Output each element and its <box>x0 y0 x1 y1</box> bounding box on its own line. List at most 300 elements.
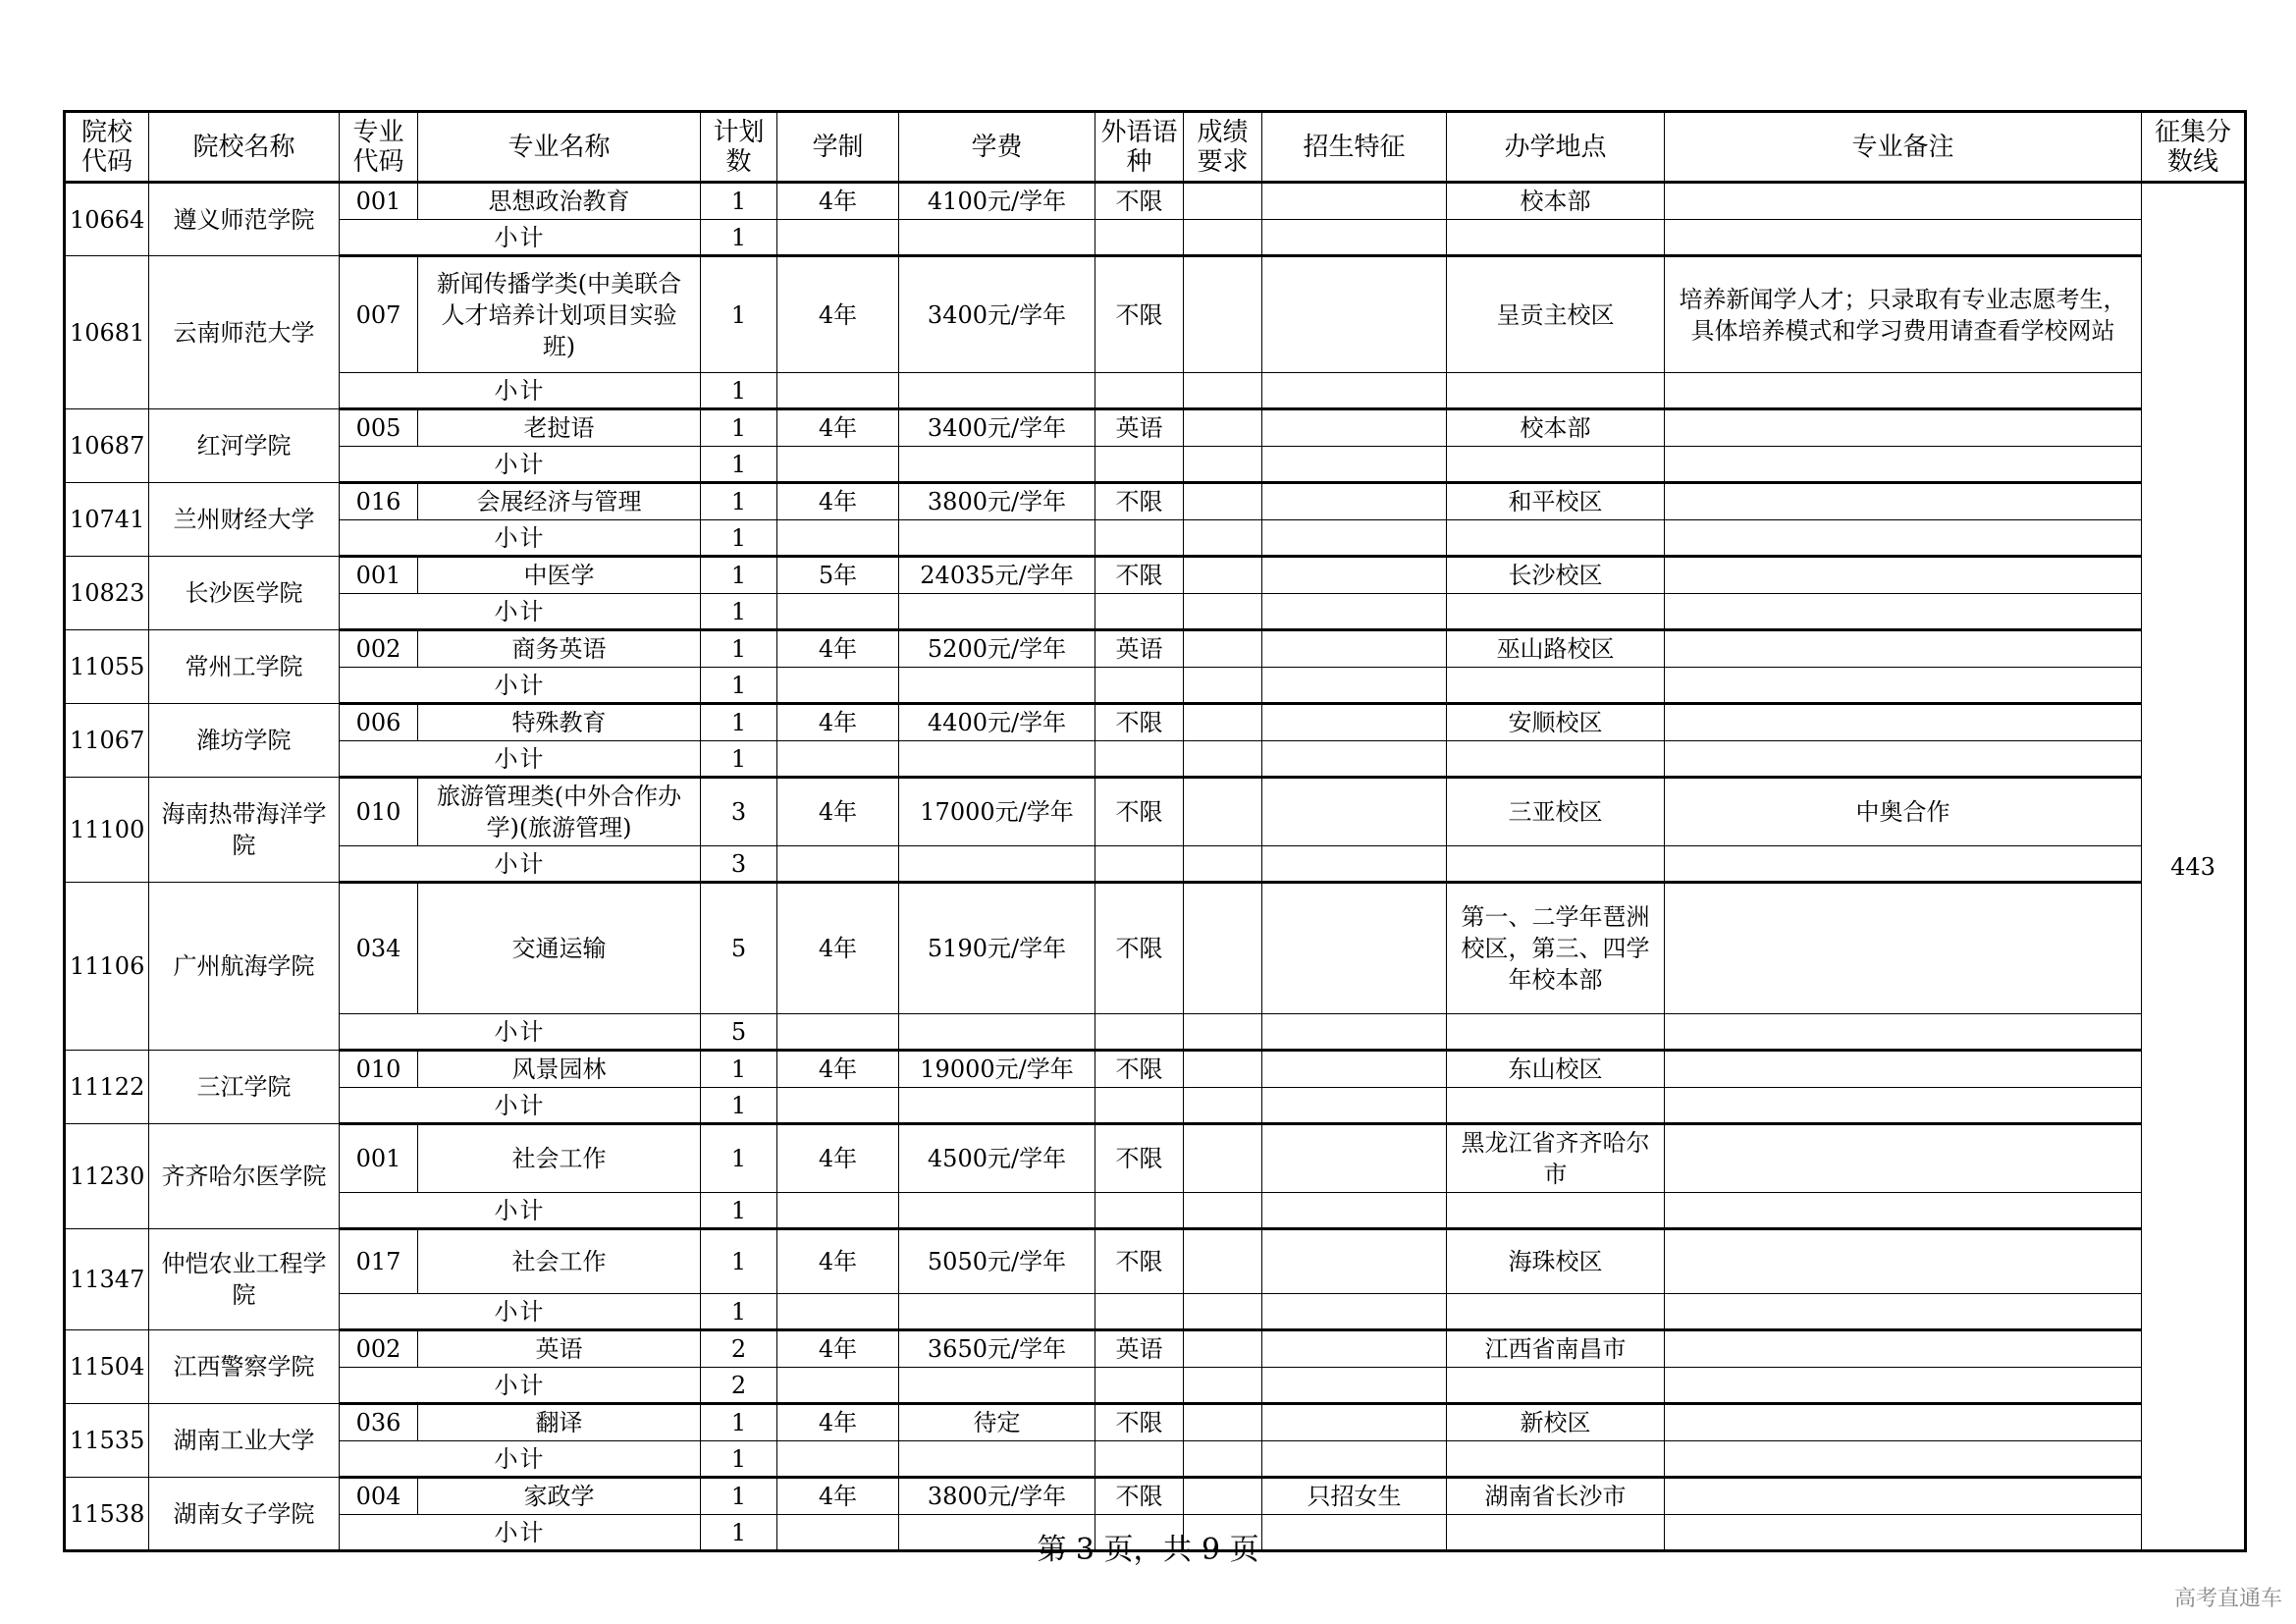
empty-cell <box>1447 447 1665 483</box>
major-name-cell: 新闻传播学类(中美联合人才培养计划项目实验班) <box>418 256 701 373</box>
years-cell: 4年 <box>777 883 899 1014</box>
score-req-cell <box>1184 1478 1262 1515</box>
score-req-cell <box>1184 704 1262 741</box>
empty-cell <box>777 520 899 557</box>
empty-cell <box>1262 846 1447 883</box>
note-cell <box>1665 704 2142 741</box>
empty-cell <box>1184 1294 1262 1330</box>
subtotal-count-cell: 1 <box>701 594 777 630</box>
subtotal-row <box>65 594 2246 630</box>
school-code-cell: 10823 <box>65 557 149 630</box>
table-row <box>65 1478 2246 1515</box>
fee-cell: 3400元/学年 <box>899 256 1095 373</box>
score-req-cell <box>1184 1051 1262 1088</box>
empty-cell <box>1095 220 1184 256</box>
years-cell: 4年 <box>777 256 899 373</box>
empty-cell <box>899 1368 1095 1404</box>
table-row <box>65 256 2246 373</box>
school-code-cell: 10687 <box>65 409 149 483</box>
empty-cell <box>777 594 899 630</box>
table-row <box>65 778 2246 846</box>
header-row <box>65 112 2246 183</box>
subtotal-count-cell: 5 <box>701 1014 777 1051</box>
school-name-cell: 潍坊学院 <box>149 704 340 778</box>
empty-cell <box>1184 846 1262 883</box>
table-row <box>65 183 2246 220</box>
location-cell: 安顺校区 <box>1447 704 1665 741</box>
empty-cell <box>1184 373 1262 409</box>
empty-cell <box>1447 1193 1665 1229</box>
major-code-cell: 002 <box>340 1330 418 1368</box>
school-code-cell: 11122 <box>65 1051 149 1124</box>
school-name-cell: 齐齐哈尔医学院 <box>149 1124 340 1229</box>
empty-cell <box>1665 373 2142 409</box>
plan-count-cell: 3 <box>701 778 777 846</box>
empty-cell <box>777 373 899 409</box>
fee-cell: 4400元/学年 <box>899 704 1095 741</box>
header-plan: 计划数 <box>701 112 777 183</box>
feature-cell <box>1262 256 1447 373</box>
major-name-cell: 老挝语 <box>418 409 701 447</box>
empty-cell <box>1184 520 1262 557</box>
language-cell: 不限 <box>1095 704 1184 741</box>
feature-cell <box>1262 1051 1447 1088</box>
empty-cell <box>1447 373 1665 409</box>
empty-cell <box>1262 373 1447 409</box>
plan-count-cell: 1 <box>701 1404 777 1441</box>
location-cell: 第一、二学年琶洲校区，第三、四学年校本部 <box>1447 883 1665 1014</box>
language-cell: 英语 <box>1095 1330 1184 1368</box>
empty-cell <box>1447 1014 1665 1051</box>
major-name-cell: 英语 <box>418 1330 701 1368</box>
score-req-cell <box>1184 778 1262 846</box>
header-school-code: 院校代码 <box>65 112 149 183</box>
subtotal-row <box>65 1088 2246 1124</box>
school-code-cell: 11055 <box>65 630 149 704</box>
school-name-cell: 湖南女子学院 <box>149 1478 340 1551</box>
subtotal-label: 小计 <box>340 1014 701 1051</box>
school-name-cell: 红河学院 <box>149 409 340 483</box>
note-cell <box>1665 409 2142 447</box>
subtotal-label: 小计 <box>340 846 701 883</box>
score-req-cell <box>1184 409 1262 447</box>
admission-table <box>63 110 2247 1552</box>
note-cell: 中奥合作 <box>1665 778 2142 846</box>
table-row <box>65 1330 2246 1368</box>
table-row <box>65 704 2246 741</box>
empty-cell <box>1262 1294 1447 1330</box>
years-cell: 4年 <box>777 704 899 741</box>
major-code-cell: 002 <box>340 630 418 668</box>
plan-count-cell: 1 <box>701 630 777 668</box>
empty-cell <box>1665 846 2142 883</box>
empty-cell <box>777 1088 899 1124</box>
empty-cell <box>1665 668 2142 704</box>
watermark: 高考直通车 <box>2173 1587 2282 1611</box>
subtotal-row <box>65 668 2246 704</box>
location-cell: 新校区 <box>1447 1404 1665 1441</box>
empty-cell <box>899 1014 1095 1051</box>
header-school-name: 院校名称 <box>149 112 340 183</box>
plan-count-cell: 1 <box>701 409 777 447</box>
major-name-cell: 家政学 <box>418 1478 701 1515</box>
empty-cell <box>777 447 899 483</box>
location-cell: 东山校区 <box>1447 1051 1665 1088</box>
subtotal-label: 小计 <box>340 741 701 778</box>
fee-cell: 17000元/学年 <box>899 778 1095 846</box>
table-row <box>65 483 2246 520</box>
school-code-cell: 11106 <box>65 883 149 1051</box>
location-cell: 海珠校区 <box>1447 1229 1665 1294</box>
subtotal-count-cell: 1 <box>701 1515 777 1551</box>
empty-cell <box>1665 1014 2142 1051</box>
fee-cell: 3800元/学年 <box>899 1478 1095 1515</box>
empty-cell <box>1184 447 1262 483</box>
empty-cell <box>1262 1441 1447 1478</box>
empty-cell <box>1095 668 1184 704</box>
plan-count-cell: 1 <box>701 704 777 741</box>
fee-cell: 5200元/学年 <box>899 630 1095 668</box>
major-name-cell: 会展经济与管理 <box>418 483 701 520</box>
feature-cell <box>1262 630 1447 668</box>
subtotal-count-cell: 1 <box>701 220 777 256</box>
empty-cell <box>899 1441 1095 1478</box>
header-fee: 学费 <box>899 112 1095 183</box>
fee-cell: 待定 <box>899 1404 1095 1441</box>
location-cell: 巫山路校区 <box>1447 630 1665 668</box>
table-row <box>65 1229 2246 1294</box>
plan-count-cell: 1 <box>701 1051 777 1088</box>
language-cell: 不限 <box>1095 1124 1184 1193</box>
major-name-cell: 风景园林 <box>418 1051 701 1088</box>
page-footer: 第 3 页，共 9 页 <box>1037 1533 1259 1567</box>
school-code-cell: 11538 <box>65 1478 149 1551</box>
note-cell <box>1665 1229 2142 1294</box>
score-req-cell <box>1184 1330 1262 1368</box>
language-cell: 不限 <box>1095 483 1184 520</box>
subtotal-label: 小计 <box>340 1515 701 1551</box>
empty-cell <box>1095 1014 1184 1051</box>
note-cell <box>1665 183 2142 220</box>
school-name-cell: 常州工学院 <box>149 630 340 704</box>
empty-cell <box>1665 520 2142 557</box>
score-req-cell <box>1184 183 1262 220</box>
empty-cell <box>1262 520 1447 557</box>
major-name-cell: 中医学 <box>418 557 701 594</box>
feature-cell <box>1262 1124 1447 1193</box>
score-req-cell <box>1184 1124 1262 1193</box>
empty-cell <box>1447 1368 1665 1404</box>
subtotal-row <box>65 520 2246 557</box>
subtotal-count-cell: 1 <box>701 668 777 704</box>
table-row <box>65 630 2246 668</box>
subtotal-label: 小计 <box>340 1294 701 1330</box>
plan-count-cell: 1 <box>701 483 777 520</box>
major-code-cell: 005 <box>340 409 418 447</box>
score-req-cell <box>1184 1229 1262 1294</box>
empty-cell <box>1095 520 1184 557</box>
subtotal-label: 小计 <box>340 668 701 704</box>
major-code-cell: 001 <box>340 183 418 220</box>
feature-cell: 只招女生 <box>1262 1478 1447 1515</box>
subtotal-row <box>65 1441 2246 1478</box>
note-cell <box>1665 483 2142 520</box>
empty-cell <box>1262 1014 1447 1051</box>
feature-cell <box>1262 1229 1447 1294</box>
empty-cell <box>1262 668 1447 704</box>
fee-cell: 3650元/学年 <box>899 1330 1095 1368</box>
language-cell: 不限 <box>1095 256 1184 373</box>
plan-count-cell: 2 <box>701 1330 777 1368</box>
empty-cell <box>1184 1368 1262 1404</box>
fee-cell: 4100元/学年 <box>899 183 1095 220</box>
empty-cell <box>1447 594 1665 630</box>
empty-cell <box>1665 1294 2142 1330</box>
table-row <box>65 557 2246 594</box>
note-cell <box>1665 883 2142 1014</box>
years-cell: 4年 <box>777 1404 899 1441</box>
school-name-cell: 仲恺农业工程学院 <box>149 1229 340 1330</box>
subtotal-label: 小计 <box>340 594 701 630</box>
subtotal-label: 小计 <box>340 1088 701 1124</box>
note-cell <box>1665 1404 2142 1441</box>
empty-cell <box>777 1014 899 1051</box>
empty-cell <box>1447 741 1665 778</box>
major-code-cell: 007 <box>340 256 418 373</box>
empty-cell <box>1095 447 1184 483</box>
language-cell: 不限 <box>1095 183 1184 220</box>
language-cell: 不限 <box>1095 1478 1184 1515</box>
table-body <box>65 183 2246 1551</box>
years-cell: 4年 <box>777 483 899 520</box>
empty-cell <box>777 668 899 704</box>
years-cell: 4年 <box>777 778 899 846</box>
empty-cell <box>1665 220 2142 256</box>
table-row <box>65 1124 2246 1193</box>
major-code-cell: 004 <box>340 1478 418 1515</box>
feature-cell <box>1262 778 1447 846</box>
subtotal-row <box>65 1193 2246 1229</box>
empty-cell <box>777 846 899 883</box>
subtotal-count-cell: 1 <box>701 373 777 409</box>
empty-cell <box>899 1088 1095 1124</box>
subtotal-row <box>65 1294 2246 1330</box>
empty-cell <box>1665 1088 2142 1124</box>
subtotal-row <box>65 1014 2246 1051</box>
empty-cell <box>1447 1294 1665 1330</box>
header-years: 学制 <box>777 112 899 183</box>
major-code-cell: 010 <box>340 1051 418 1088</box>
school-code-cell: 10681 <box>65 256 149 409</box>
empty-cell <box>1262 220 1447 256</box>
major-name-cell: 交通运输 <box>418 883 701 1014</box>
major-name-cell: 商务英语 <box>418 630 701 668</box>
subtotal-row <box>65 741 2246 778</box>
location-cell: 长沙校区 <box>1447 557 1665 594</box>
empty-cell <box>1184 1441 1262 1478</box>
empty-cell <box>777 741 899 778</box>
subtotal-count-cell: 1 <box>701 1088 777 1124</box>
note-cell <box>1665 1478 2142 1515</box>
empty-cell <box>899 520 1095 557</box>
school-code-cell: 11347 <box>65 1229 149 1330</box>
years-cell: 4年 <box>777 1330 899 1368</box>
subtotal-label: 小计 <box>340 1368 701 1404</box>
major-name-cell: 思想政治教育 <box>418 183 701 220</box>
years-cell: 4年 <box>777 1229 899 1294</box>
school-code-cell: 11504 <box>65 1330 149 1404</box>
empty-cell <box>899 846 1095 883</box>
note-cell <box>1665 557 2142 594</box>
feature-cell <box>1262 1330 1447 1368</box>
score-line-cell: 443 <box>2142 183 2246 1551</box>
subtotal-row <box>65 220 2246 256</box>
empty-cell <box>777 220 899 256</box>
major-code-cell: 016 <box>340 483 418 520</box>
language-cell: 不限 <box>1095 1051 1184 1088</box>
subtotal-label: 小计 <box>340 520 701 557</box>
feature-cell <box>1262 883 1447 1014</box>
major-code-cell: 006 <box>340 704 418 741</box>
empty-cell <box>1262 1368 1447 1404</box>
empty-cell <box>1665 1368 2142 1404</box>
school-code-cell: 11100 <box>65 778 149 883</box>
major-code-cell: 034 <box>340 883 418 1014</box>
subtotal-label: 小计 <box>340 1193 701 1229</box>
location-cell: 和平校区 <box>1447 483 1665 520</box>
major-name-cell: 旅游管理类(中外合作办学)(旅游管理) <box>418 778 701 846</box>
years-cell: 4年 <box>777 1051 899 1088</box>
feature-cell <box>1262 704 1447 741</box>
plan-count-cell: 1 <box>701 1124 777 1193</box>
empty-cell <box>1184 1193 1262 1229</box>
major-name-cell: 翻译 <box>418 1404 701 1441</box>
language-cell: 英语 <box>1095 630 1184 668</box>
score-req-cell <box>1184 256 1262 373</box>
empty-cell <box>1262 447 1447 483</box>
empty-cell <box>777 1368 899 1404</box>
fee-cell: 5190元/学年 <box>899 883 1095 1014</box>
empty-cell <box>899 668 1095 704</box>
plan-count-cell: 1 <box>701 183 777 220</box>
school-name-cell: 广州航海学院 <box>149 883 340 1051</box>
score-req-cell <box>1184 630 1262 668</box>
subtotal-count-cell: 1 <box>701 447 777 483</box>
school-code-cell: 10741 <box>65 483 149 557</box>
header-score-line: 征集分数线 <box>2142 112 2246 183</box>
empty-cell <box>1095 846 1184 883</box>
years-cell: 4年 <box>777 1124 899 1193</box>
empty-cell <box>1447 668 1665 704</box>
empty-cell <box>777 1441 899 1478</box>
empty-cell <box>899 594 1095 630</box>
empty-cell <box>1095 741 1184 778</box>
empty-cell <box>899 373 1095 409</box>
language-cell: 不限 <box>1095 557 1184 594</box>
language-cell: 不限 <box>1095 883 1184 1014</box>
empty-cell <box>1665 447 2142 483</box>
empty-cell <box>1184 1088 1262 1124</box>
score-req-cell <box>1184 557 1262 594</box>
subtotal-count-cell: 1 <box>701 1193 777 1229</box>
subtotal-row <box>65 846 2246 883</box>
empty-cell <box>1447 1441 1665 1478</box>
subtotal-count-cell: 1 <box>701 741 777 778</box>
feature-cell <box>1262 1404 1447 1441</box>
fee-cell: 24035元/学年 <box>899 557 1095 594</box>
header-feature: 招生特征 <box>1262 112 1447 183</box>
empty-cell <box>899 741 1095 778</box>
school-code-cell: 10664 <box>65 183 149 256</box>
fee-cell: 3800元/学年 <box>899 483 1095 520</box>
plan-count-cell: 1 <box>701 557 777 594</box>
header-note: 专业备注 <box>1665 112 2142 183</box>
empty-cell <box>1095 1088 1184 1124</box>
subtotal-count-cell: 1 <box>701 1294 777 1330</box>
empty-cell <box>899 1294 1095 1330</box>
empty-cell <box>899 220 1095 256</box>
school-name-cell: 云南师范大学 <box>149 256 340 409</box>
empty-cell <box>1095 373 1184 409</box>
subtotal-label: 小计 <box>340 373 701 409</box>
location-cell: 校本部 <box>1447 409 1665 447</box>
table-row <box>65 409 2246 447</box>
empty-cell <box>899 1193 1095 1229</box>
language-cell: 不限 <box>1095 778 1184 846</box>
empty-cell <box>1095 1441 1184 1478</box>
note-cell <box>1665 630 2142 668</box>
subtotal-count-cell: 3 <box>701 846 777 883</box>
empty-cell <box>1447 220 1665 256</box>
subtotal-row <box>65 447 2246 483</box>
subtotal-label: 小计 <box>340 1441 701 1478</box>
empty-cell <box>1184 668 1262 704</box>
years-cell: 4年 <box>777 1478 899 1515</box>
subtotal-label: 小计 <box>340 447 701 483</box>
subtotal-count-cell: 1 <box>701 1441 777 1478</box>
empty-cell <box>1665 594 2142 630</box>
empty-cell <box>1665 741 2142 778</box>
subtotal-count-cell: 1 <box>701 520 777 557</box>
fee-cell: 5050元/学年 <box>899 1229 1095 1294</box>
plan-count-cell: 1 <box>701 1478 777 1515</box>
empty-cell <box>1665 1193 2142 1229</box>
empty-cell <box>1184 594 1262 630</box>
school-name-cell: 兰州财经大学 <box>149 483 340 557</box>
language-cell: 不限 <box>1095 1404 1184 1441</box>
table-row <box>65 883 2246 1014</box>
subtotal-row <box>65 373 2246 409</box>
empty-cell <box>1184 220 1262 256</box>
major-code-cell: 010 <box>340 778 418 846</box>
feature-cell <box>1262 483 1447 520</box>
empty-cell <box>1095 1294 1184 1330</box>
plan-count-cell: 5 <box>701 883 777 1014</box>
school-code-cell: 11067 <box>65 704 149 778</box>
note-cell <box>1665 1330 2142 1368</box>
empty-cell <box>1095 594 1184 630</box>
fee-cell: 19000元/学年 <box>899 1051 1095 1088</box>
major-name-cell: 特殊教育 <box>418 704 701 741</box>
major-code-cell: 036 <box>340 1404 418 1441</box>
fee-cell: 4500元/学年 <box>899 1124 1095 1193</box>
school-name-cell: 长沙医学院 <box>149 557 340 630</box>
empty-cell <box>1262 1193 1447 1229</box>
empty-cell <box>899 447 1095 483</box>
empty-cell <box>1262 594 1447 630</box>
location-cell: 呈贡主校区 <box>1447 256 1665 373</box>
language-cell: 英语 <box>1095 409 1184 447</box>
